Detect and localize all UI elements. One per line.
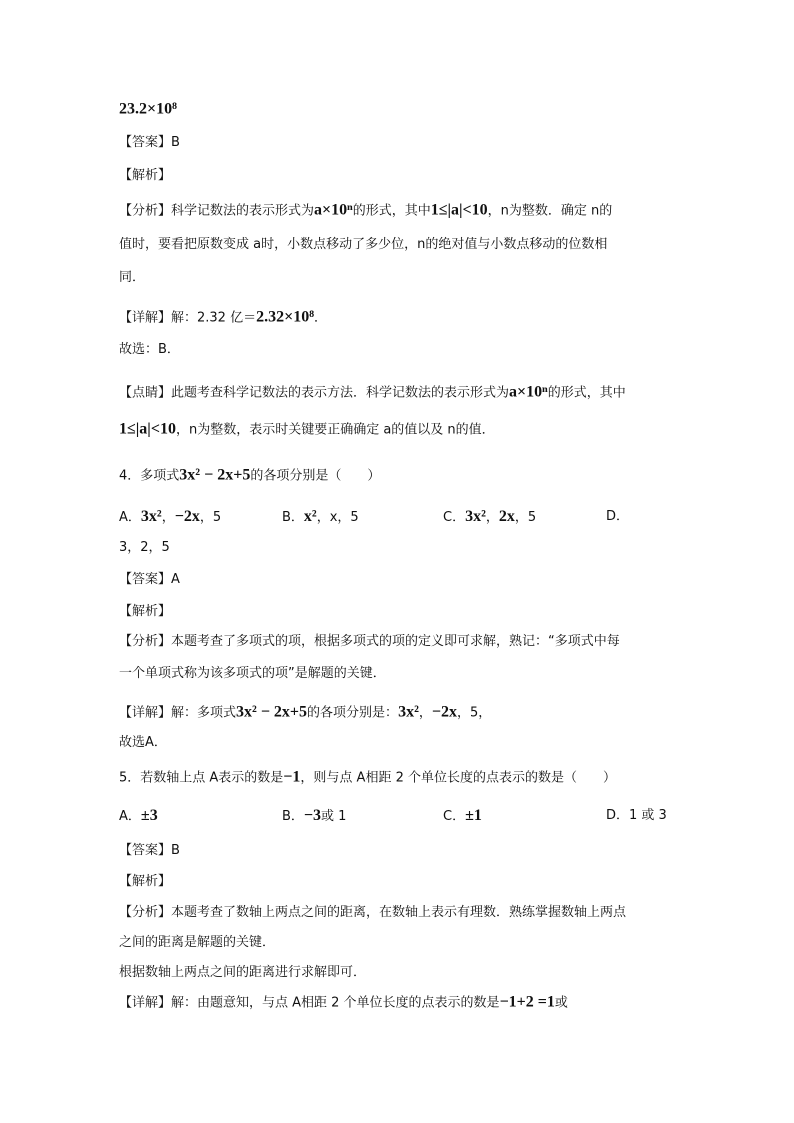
math-formula: 3x²	[398, 703, 419, 721]
text-segment: ．	[314, 310, 328, 326]
math-formula: 3x² − 2x+5	[179, 466, 251, 484]
option-A	[119, 806, 158, 827]
math-formula: 1≤|a|<10	[119, 420, 176, 438]
math-formula: 3x² − 2x+5	[236, 703, 308, 721]
text-line	[119, 420, 495, 441]
text-line	[119, 602, 171, 622]
text-line	[119, 703, 491, 724]
text-line	[119, 632, 620, 652]
text-segment: 或 1	[321, 809, 347, 824]
text-segment: 【详解】解：多项式	[119, 705, 237, 721]
text-segment: ，n为整数．确定 n的	[487, 203, 613, 219]
text-line	[119, 100, 177, 121]
text-line	[119, 872, 171, 892]
text-segment: 【解析】	[119, 874, 172, 889]
answer-options	[119, 507, 679, 527]
text-segment: 故选A．	[119, 735, 167, 750]
math-formula: 3x²	[140, 508, 162, 525]
text-line	[119, 340, 180, 360]
text-segment: 【分析】科学记数法的表示形式为	[119, 203, 315, 219]
text-line	[119, 664, 386, 684]
text-segment: 4．多项式	[119, 468, 180, 484]
text-segment: 的各项分别是：	[307, 705, 399, 721]
math-formula: −2x	[431, 703, 457, 721]
text-segment: 同．	[119, 270, 146, 285]
text-segment: 【答案】A	[119, 572, 180, 587]
text-segment: ，5	[514, 510, 537, 525]
text-line	[119, 308, 327, 329]
option-B	[282, 806, 346, 827]
text-line	[119, 963, 366, 983]
text-line	[119, 993, 568, 1014]
text-line	[119, 268, 145, 288]
text-segment: ，	[485, 510, 499, 525]
text-segment: A．	[119, 809, 141, 824]
math-formula: −1	[283, 768, 301, 786]
math-formula: 23.2×10⁸	[119, 100, 177, 118]
text-segment: 【解析】	[119, 604, 172, 619]
math-formula: 1≤|a|<10	[430, 201, 488, 219]
text-line	[119, 933, 275, 953]
math-formula: −2x	[174, 508, 200, 525]
text-segment: ，	[418, 705, 432, 721]
answer-options	[119, 806, 679, 826]
text-segment: 【答案】B	[119, 135, 180, 150]
math-formula: 2x	[498, 508, 515, 525]
text-segment: D．	[606, 509, 630, 524]
text-segment: ，x，5	[316, 510, 359, 525]
text-segment: 【解析】	[119, 168, 172, 183]
text-line	[119, 166, 171, 186]
text-segment: 故选：B．	[119, 342, 180, 357]
text-segment: 【答案】B	[119, 843, 180, 858]
text-segment: B．	[282, 809, 304, 824]
text-segment: 【详解】解：2.32 亿＝	[119, 310, 257, 326]
text-segment: 【分析】本题考查了数轴上两点之间的距离，在数轴上表示有理数．熟练掌握数轴上两点	[119, 905, 627, 920]
option-D	[606, 507, 629, 527]
text-segment: 【详解】解：由题意知，与点 A相距 2 个单位长度的点表示的数是	[119, 995, 500, 1011]
text-segment: 一个单项式称为该多项式的项”是解题的关键．	[119, 666, 386, 681]
text-segment: C．	[443, 510, 466, 525]
text-segment: ，n为整数，表示时关键要正确确定 a的值以及 n的值．	[175, 422, 495, 438]
text-segment: 5．若数轴上点 A表示的数是	[119, 770, 284, 786]
text-segment: ，5，	[457, 705, 492, 721]
text-segment: 【点睛】此题考查科学记数法的表示方法．科学记数法的表示形式为	[119, 385, 510, 401]
text-line	[119, 570, 180, 590]
text-line	[119, 383, 626, 404]
text-segment: 的形式，其中	[352, 203, 431, 219]
math-formula: ±1	[465, 807, 482, 824]
math-formula: a×10ⁿ	[314, 201, 353, 219]
option-D	[606, 806, 667, 826]
text-segment: 值时，要看把原数变成 a时，小数点移动了多少位，n的绝对值与小数点移动的位数相	[119, 237, 608, 252]
option-C	[443, 507, 536, 528]
text-line	[119, 133, 180, 153]
math-formula: 3x²	[465, 508, 486, 525]
math-formula: −3	[303, 807, 322, 824]
math-formula: 2.32×10⁸	[256, 308, 314, 326]
text-line	[119, 201, 612, 222]
text-segment: 【分析】本题考查了多项式的项，根据多项式的项的定义即可求解，熟记：“多项式中每	[119, 634, 620, 649]
text-segment: 3，2，5	[119, 540, 170, 555]
text-segment: ，5	[199, 510, 222, 525]
text-segment: C．	[443, 809, 466, 824]
text-segment: 的各项分别是（ ）	[250, 468, 381, 484]
math-formula: −1+2 =1	[499, 993, 555, 1011]
math-formula: ±3	[140, 807, 158, 824]
text-segment: 的形式，其中	[547, 385, 626, 401]
text-line	[119, 235, 607, 255]
math-formula: x²	[303, 508, 317, 525]
math-formula: a×10ⁿ	[509, 383, 548, 401]
text-segment: D．1 或 3	[606, 808, 667, 823]
text-line	[119, 466, 380, 487]
text-segment: ，	[161, 510, 175, 525]
text-line	[119, 733, 167, 753]
text-line	[119, 841, 180, 861]
text-segment: B．	[282, 510, 304, 525]
option-B	[282, 507, 359, 528]
text-line	[119, 538, 170, 558]
text-line	[119, 903, 626, 923]
text-segment: A．	[119, 510, 141, 525]
text-line	[119, 768, 616, 789]
option-A	[119, 507, 221, 528]
text-segment: 根据数轴上两点之间的距离进行求解即可．	[119, 965, 367, 980]
option-C	[443, 806, 482, 827]
text-segment: 或	[554, 995, 568, 1011]
text-segment: ，则与点 A相距 2 个单位长度的点表示的数是（ ）	[300, 770, 616, 786]
text-segment: 之间的距离是解题的关键．	[119, 935, 276, 950]
